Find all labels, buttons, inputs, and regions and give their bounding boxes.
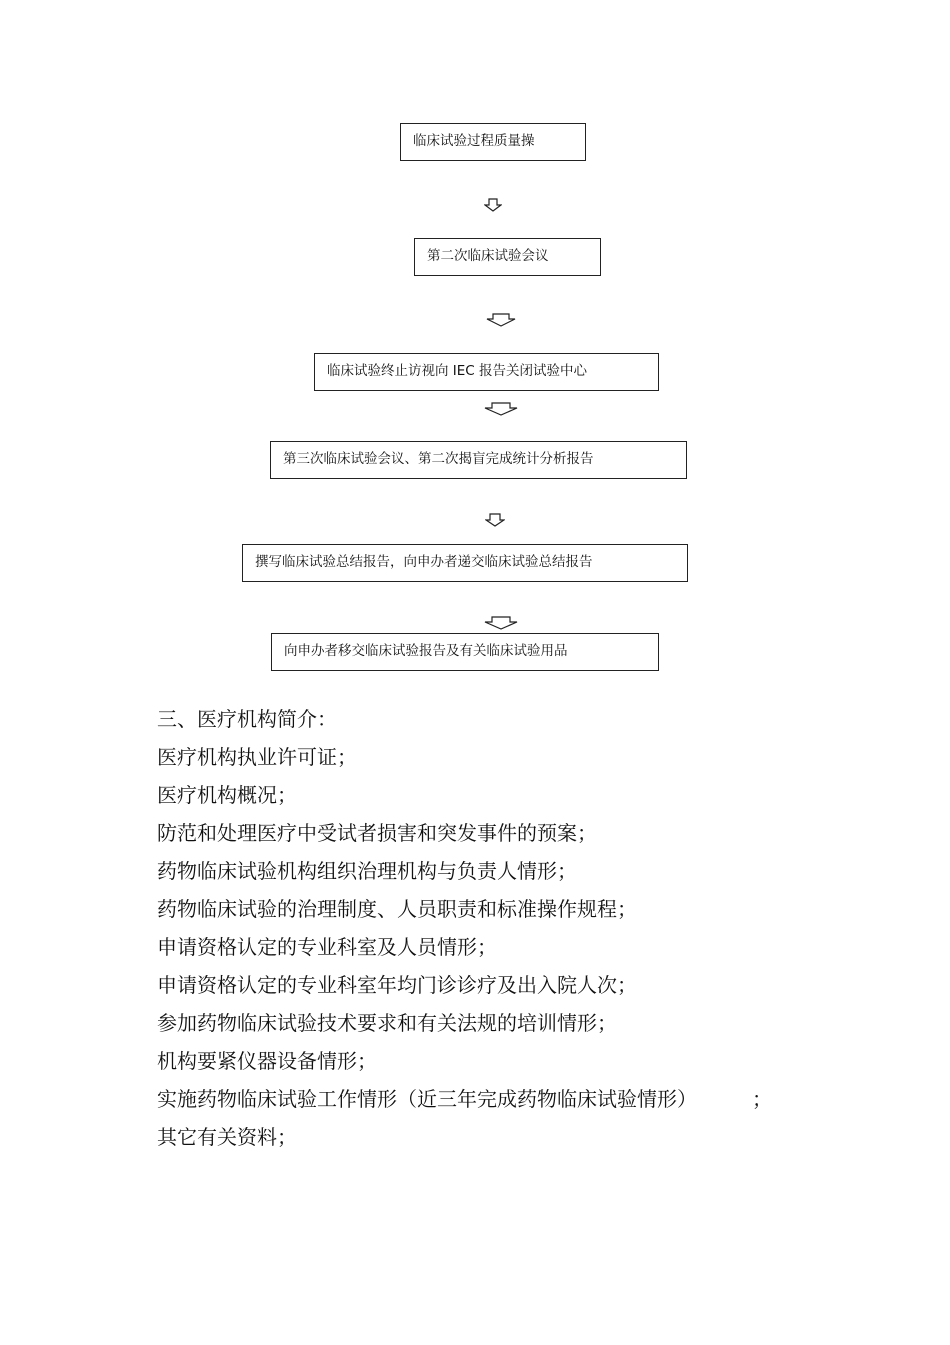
list-item: 机构要紧仪器设备情形； xyxy=(157,1049,377,1073)
down-arrow-icon xyxy=(484,198,502,212)
list-item: 申请资格认定的专业科室年均门诊诊疗及出入院人次； xyxy=(157,973,637,997)
flow-step-third-meeting xyxy=(270,441,687,479)
flow-step-label: 第三次临床试验会议、第二次揭盲完成统计分析报告 xyxy=(283,451,594,468)
list-item: 参加药物临床试验技术要求和有关法规的培训情形； xyxy=(157,1011,617,1035)
list-item-text: 实施药物临床试验工作情形（近三年完成药物临床试验情形） xyxy=(157,1087,697,1111)
list-item: 申请资格认定的专业科室及人员情形； xyxy=(157,935,497,959)
section-heading: 三、医疗机构简介： xyxy=(157,707,337,731)
flow-step-label: 临床试验终止访视向 IEC 报告关闭试验中心 xyxy=(327,363,588,380)
down-arrow-icon xyxy=(486,313,516,327)
list-item: 医疗机构执业许可证； xyxy=(157,745,357,769)
down-arrow-icon xyxy=(485,513,505,527)
list-item: 药物临床试验的治理制度、人员职责和标准操作规程； xyxy=(157,897,637,921)
list-item-trailing-punctuation: ； xyxy=(752,1087,772,1111)
flow-step-second-meeting xyxy=(414,238,601,276)
list-item: 防范和处理医疗中受试者损害和突发事件的预案； xyxy=(157,821,597,845)
list-item: 药物临床试验机构组织治理机构与负责人情形； xyxy=(157,859,577,883)
flow-step-handover xyxy=(271,633,659,671)
flow-step-label: 临床试验过程质量操 xyxy=(413,133,535,150)
institution-intro-section xyxy=(157,700,857,1156)
down-arrow-icon xyxy=(484,616,518,630)
flow-step-summary-report xyxy=(242,544,688,582)
flow-step-label: 撰写临床试验总结报告，向申办者递交临床试验总结报告 xyxy=(255,554,593,571)
list-item: 医疗机构概况； xyxy=(157,783,297,807)
down-arrow-icon xyxy=(484,402,518,416)
flow-step-label: 向申办者移交临床试验报告及有关临床试验用品 xyxy=(284,643,568,660)
flow-step-label: 第二次临床试验会议 xyxy=(427,248,549,265)
flow-step-quality-control xyxy=(400,123,586,161)
list-item xyxy=(157,1080,857,1118)
flow-step-termination-visit xyxy=(314,353,659,391)
list-item: 其它有关资料； xyxy=(157,1125,297,1149)
